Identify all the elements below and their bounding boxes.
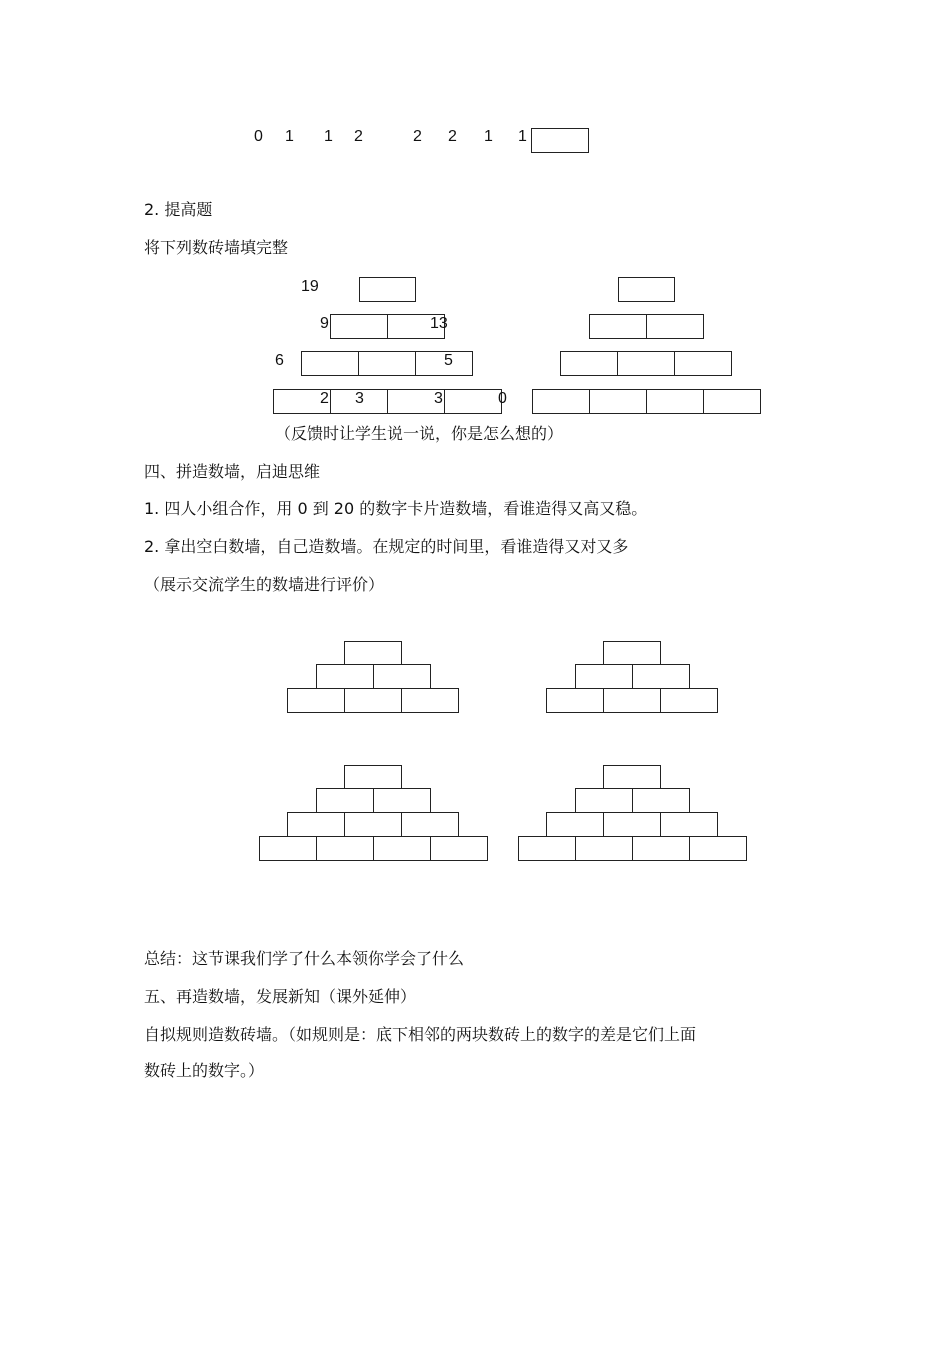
wall-number: 3 — [355, 390, 364, 407]
brick[interactable] — [589, 314, 647, 339]
section-5-heading: 五、再造数墙，发展新知（课外延伸） — [144, 987, 417, 1006]
brick[interactable] — [316, 788, 374, 813]
brick[interactable] — [660, 688, 718, 713]
brick[interactable] — [632, 788, 690, 813]
brick[interactable] — [617, 351, 675, 376]
brick[interactable] — [703, 389, 761, 414]
brick[interactable] — [575, 836, 633, 861]
wall-number: 13 — [430, 315, 448, 332]
brick[interactable] — [546, 812, 604, 837]
brick[interactable] — [359, 277, 416, 302]
brick[interactable] — [287, 688, 345, 713]
brick[interactable] — [301, 351, 359, 376]
brick[interactable] — [373, 788, 431, 813]
summary: 总结：这节课我们学了什么本领你学会了什么 — [144, 949, 465, 968]
brick[interactable] — [430, 836, 488, 861]
brick[interactable] — [560, 351, 618, 376]
sequence-number: 1 — [484, 128, 493, 145]
brick[interactable] — [646, 389, 704, 414]
sequence-number: 1 — [518, 128, 527, 145]
sequence-number: 2 — [413, 128, 422, 145]
answer-box[interactable] — [531, 128, 589, 153]
brick[interactable] — [344, 688, 402, 713]
sequence-number: 2 — [448, 128, 457, 145]
brick[interactable] — [603, 812, 661, 837]
brick[interactable] — [603, 765, 661, 789]
brick[interactable] — [575, 788, 633, 813]
brick[interactable] — [316, 836, 374, 861]
section-2-instruction: 将下列数砖墙填完整 — [144, 238, 289, 257]
brick[interactable] — [401, 688, 459, 713]
wall-number: 19 — [301, 278, 319, 295]
brick[interactable] — [546, 688, 604, 713]
brick[interactable] — [330, 314, 388, 339]
sequence-number: 0 — [254, 128, 263, 145]
brick[interactable] — [344, 641, 402, 665]
section-4-heading: 四、拼造数墙，启迪思维 — [144, 462, 321, 481]
brick[interactable] — [674, 351, 732, 376]
section-4-item-1: 1. 四人小组合作，用 0 到 20 的数字卡片造数墙，看谁造得又高又稳。 — [144, 499, 648, 518]
brick[interactable] — [401, 812, 459, 837]
feedback-note: （反馈时让学生说一说，你是怎么想的） — [275, 424, 564, 443]
wall-number: 6 — [275, 352, 284, 369]
section-4-item-2: 2. 拿出空白数墙，自己造数墙。在规定的时间里，看谁造得又对又多 — [144, 537, 629, 556]
brick[interactable] — [259, 836, 317, 861]
brick[interactable] — [344, 812, 402, 837]
brick[interactable] — [287, 812, 345, 837]
section-5-line-2: 数砖上的数字。） — [144, 1061, 265, 1080]
section-4-note: （展示交流学生的数墙进行评价） — [144, 575, 385, 594]
brick[interactable] — [316, 664, 374, 689]
sequence-number: 1 — [324, 128, 333, 145]
brick[interactable] — [632, 664, 690, 689]
wall-number: 2 — [320, 390, 329, 407]
wall-number: 5 — [444, 352, 453, 369]
brick[interactable] — [646, 314, 704, 339]
brick[interactable] — [518, 836, 576, 861]
brick[interactable] — [689, 836, 747, 861]
brick[interactable] — [575, 664, 633, 689]
wall-number: 0 — [498, 390, 507, 407]
section-2-heading: 2. 提高题 — [144, 200, 213, 219]
brick[interactable] — [632, 836, 690, 861]
brick[interactable] — [344, 765, 402, 789]
sequence-number: 1 — [285, 128, 294, 145]
brick[interactable] — [660, 812, 718, 837]
brick[interactable] — [444, 389, 502, 414]
brick[interactable] — [589, 389, 647, 414]
brick[interactable] — [603, 688, 661, 713]
brick[interactable] — [618, 277, 675, 302]
brick[interactable] — [358, 351, 416, 376]
brick[interactable] — [373, 664, 431, 689]
brick[interactable] — [603, 641, 661, 665]
sequence-number: 2 — [354, 128, 363, 145]
brick[interactable] — [373, 836, 431, 861]
section-5-line-1: 自拟规则造数砖墙。（如规则是：底下相邻的两块数砖上的数字的差是它们上面 — [144, 1025, 697, 1044]
brick[interactable] — [532, 389, 590, 414]
wall-number: 9 — [320, 315, 329, 332]
wall-number: 3 — [434, 390, 443, 407]
